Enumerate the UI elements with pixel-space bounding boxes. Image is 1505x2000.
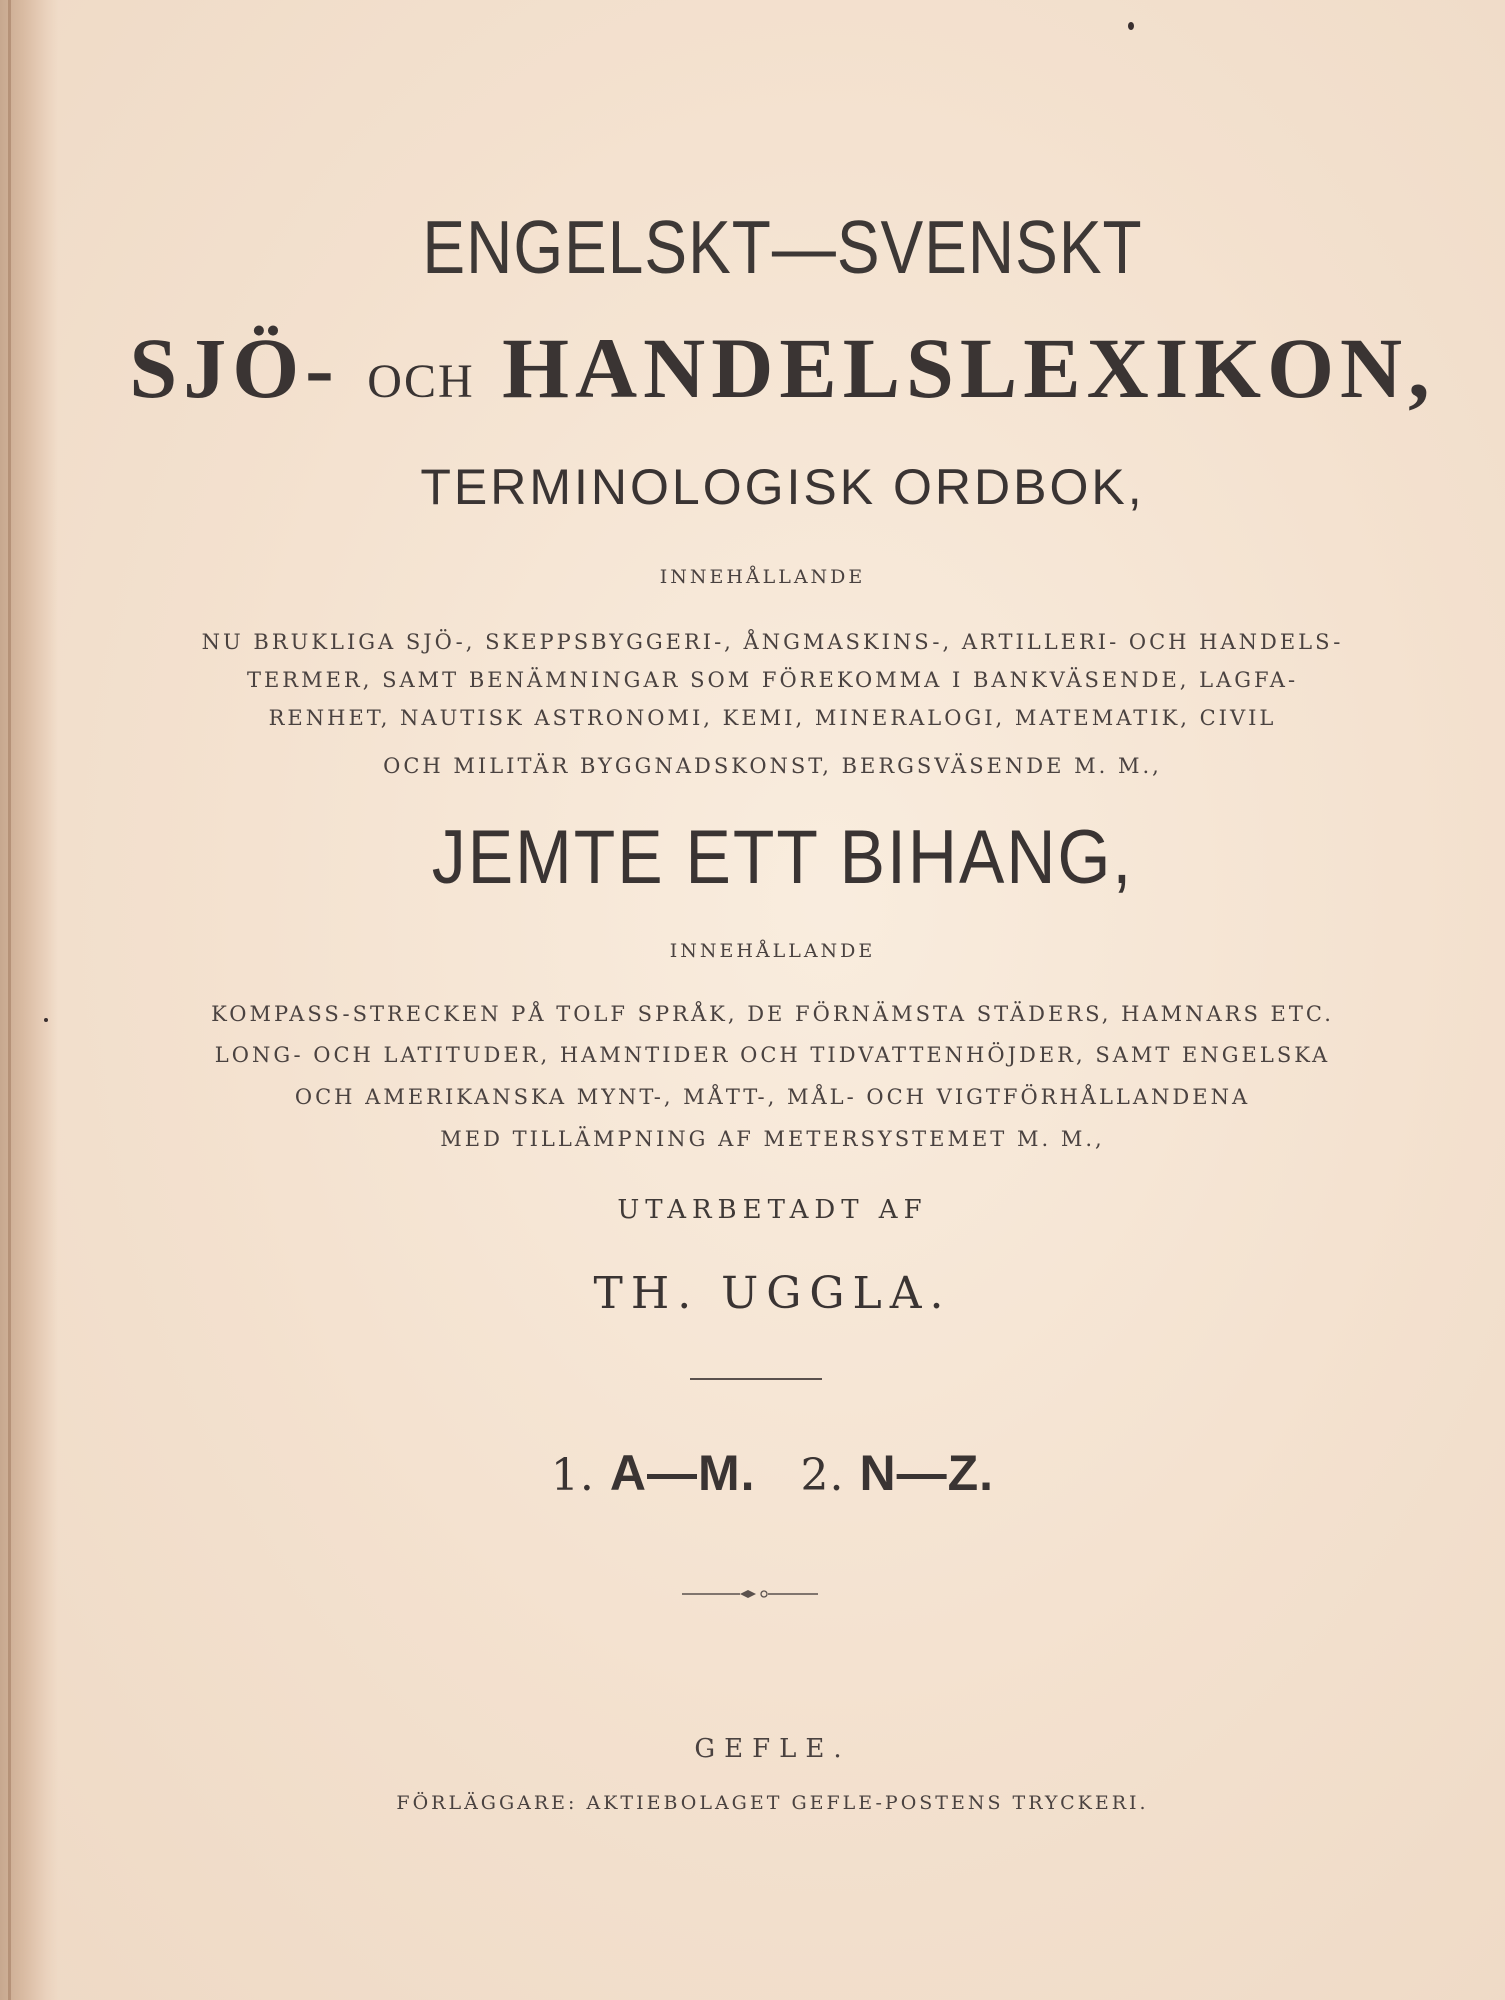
ornament-divider-icon xyxy=(680,1584,820,1604)
volume-2-range: N—Z. xyxy=(859,1445,995,1501)
contents-line-4: OCH MILITÄR BYGGNADSKONST, BERGSVÄSENDE M. M., xyxy=(383,754,1162,778)
title-line-2 xyxy=(30,318,1505,418)
imprint-place: GEFLE. xyxy=(694,1734,851,1764)
spine-fold-line xyxy=(8,0,11,2000)
author-label: UTARBETADT AF xyxy=(617,1195,928,1225)
ink-speck xyxy=(1128,22,1134,30)
author-name: TH. UGGLA. xyxy=(593,1268,952,1319)
title-sjo: SJÖ- xyxy=(129,320,340,416)
volumes-line xyxy=(20,1444,1505,1502)
contents-intro: INNEHÅLLANDE xyxy=(659,566,866,588)
appendix-line-2: LONG- OCH LATITUDER, HAMNTIDER OCH TIDVATTENHÖJDER, SAMT ENGELSKA xyxy=(214,1043,1331,1067)
contents-line-3: RENHET, NAUTISK ASTRONOMI, KEMI, MINERALOGI, MATEMATIK, CIVIL xyxy=(268,706,1277,730)
appendix-line-4: MED TILLÄMPNING AF METERSYSTEMET M. M., xyxy=(440,1127,1105,1151)
contents-line-2: TERMER, SAMT BENÄMNINGAR SOM FÖREKOMMA I BANKVÄSENDE, LAGFA- xyxy=(246,668,1299,692)
title-line-1: ENGELSKT—SVENSKT xyxy=(422,204,1143,290)
subtitle: TERMINOLOGISK ORDBOK, xyxy=(420,459,1145,515)
imprint-publisher: FÖRLÄGGARE: AKTIEBOLAGET GEFLE-POSTENS TRYCKERI. xyxy=(396,1792,1149,1814)
appendix-intro: INNEHÅLLANDE xyxy=(669,940,876,962)
appendix-line-1: KOMPASS-STRECKEN PÅ TOLF SPRÅK, DE FÖRNÄMSTA STÄDERS, HAMNARS ETC. xyxy=(211,1002,1334,1026)
volume-2-number: 2. xyxy=(800,1450,845,1501)
divider-rule xyxy=(690,1378,822,1380)
volume-1-range: A—M. xyxy=(609,1445,756,1501)
title-och: OCH xyxy=(367,355,475,408)
volume-1-number: 1. xyxy=(550,1450,595,1501)
title-handelslexikon: HANDELSLEXIKON, xyxy=(502,320,1436,416)
contents-line-1: NU BRUKLIGA SJÖ-, SKEPPSBYGGERI-, ÅNGMASKINS-, ARTILLERI- OCH HANDELS- xyxy=(201,630,1344,654)
appendix-line-3: OCH AMERIKANSKA MYNT-, MÅTT-, MÅL- OCH VIGTFÖRHÅLLANDENA xyxy=(294,1085,1251,1109)
appendix-heading: JEMTE ETT BIHANG, xyxy=(431,814,1134,900)
